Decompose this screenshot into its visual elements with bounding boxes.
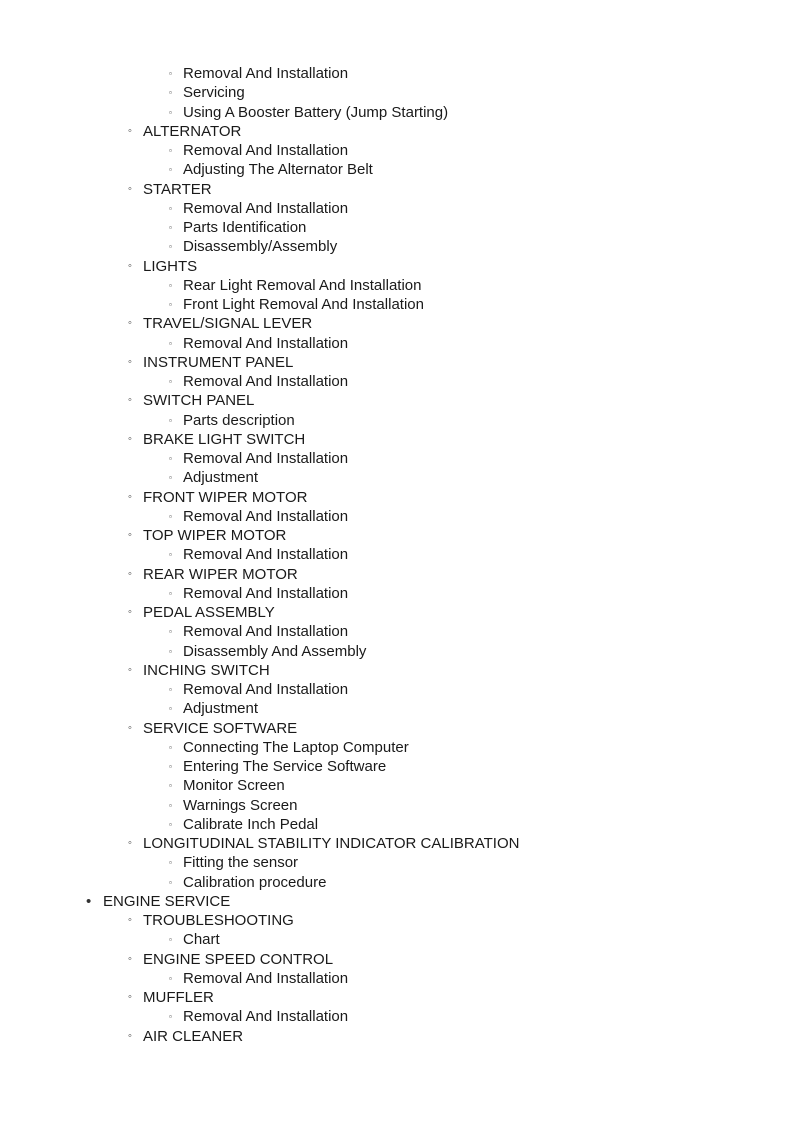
toc-topic-item <box>0 411 794 430</box>
list-bullet-icon: ◦ <box>128 317 132 330</box>
toc-topic-item <box>0 160 794 179</box>
toc-topic-item <box>0 449 794 468</box>
toc-topic-item <box>0 334 794 353</box>
toc-chapter-label: ALTERNATOR <box>143 122 242 140</box>
list-bullet-icon: ▫ <box>169 473 172 483</box>
toc-chapter-label: INCHING SWITCH <box>143 661 270 679</box>
list-bullet-icon: ▫ <box>169 415 172 425</box>
toc-topic-label: Rear Light Removal And Installation <box>183 276 422 294</box>
toc-topic-item <box>0 237 794 256</box>
list-bullet-icon: ▫ <box>169 742 172 752</box>
list-bullet-icon: ▫ <box>169 588 172 598</box>
list-bullet-icon: ▫ <box>169 550 172 560</box>
toc-topic-label: Calibrate Inch Pedal <box>183 815 319 833</box>
list-bullet-icon: ▫ <box>169 223 172 232</box>
list-bullet-icon: ▫ <box>169 203 172 213</box>
toc-chapter-item <box>0 430 794 449</box>
list-bullet-icon: ▫ <box>169 242 172 252</box>
toc-topic-label: Using A Booster Battery (Jump Starting) <box>183 103 449 121</box>
toc-topic-label: Adjusting The Alternator Belt <box>183 161 373 179</box>
toc-chapter-label: LIGHTS <box>143 257 198 275</box>
list-bullet-icon: ▫ <box>169 146 172 155</box>
toc-topic-item <box>0 103 794 122</box>
list-bullet-icon: ◦ <box>128 914 132 926</box>
list-bullet-icon: ▫ <box>169 165 172 175</box>
toc-topic-label: Removal And Installation <box>183 334 349 352</box>
toc-topic-item <box>0 776 794 795</box>
toc-topic-item <box>0 796 794 815</box>
toc-chapter-label: SWITCH PANEL <box>143 392 255 410</box>
toc-chapter-label: LONGITUDINAL STABILITY INDICATOR CALIBRATION <box>143 835 520 852</box>
toc-topic-label: Removal And Installation <box>183 373 349 390</box>
list-bullet-icon: ◦ <box>128 567 132 580</box>
toc-topic-label: Adjustment <box>183 469 259 487</box>
toc-chapter-label: TRAVEL/SIGNAL LEVER <box>143 315 313 333</box>
list-bullet-icon: ◦ <box>128 663 132 676</box>
toc-topic-label: Removal And Installation <box>183 969 349 987</box>
list-bullet-icon: ◦ <box>128 1029 132 1042</box>
toc-topic-label: Removal And Installation <box>183 623 349 641</box>
toc-topic-item <box>0 141 794 160</box>
toc-topic-label: Removal And Installation <box>183 546 349 564</box>
toc-topic-label: Connecting The Laptop Computer <box>183 738 409 756</box>
toc-topic-item <box>0 969 794 988</box>
toc-topic-label: Fitting the sensor <box>183 854 299 872</box>
toc-topic-label: Removal And Installation <box>183 681 349 698</box>
list-bullet-icon: ▫ <box>169 511 172 521</box>
list-bullet-icon: ◦ <box>128 952 132 965</box>
list-bullet-icon: ▫ <box>169 762 172 771</box>
toc-topic-item <box>0 815 794 834</box>
list-bullet-icon: ◦ <box>128 837 132 849</box>
toc-topic-label: Front Light Removal And Installation <box>183 296 424 313</box>
toc-topic-item <box>0 584 794 603</box>
toc-chapter-item <box>0 314 794 333</box>
toc-chapter-label: BRAKE LIGHT SWITCH <box>143 430 306 448</box>
list-bullet-icon: ▫ <box>169 685 172 694</box>
list-bullet-icon: ▫ <box>169 819 172 829</box>
toc-topic-label: Removal And Installation <box>183 199 349 217</box>
list-bullet-icon: ▫ <box>169 781 172 791</box>
toc-topic-item <box>0 83 794 102</box>
toc-chapter-item <box>0 661 794 680</box>
list-bullet-icon: ▫ <box>169 800 172 810</box>
toc-chapter-item <box>0 834 794 853</box>
list-bullet-icon: ▫ <box>169 704 172 714</box>
toc-topic-label: Warnings Screen <box>183 796 298 814</box>
list-bullet-icon: ▫ <box>169 973 172 983</box>
toc-topic-item <box>0 295 794 314</box>
toc-chapter-label: TOP WIPER MOTOR <box>143 527 287 544</box>
toc-topic-label: Servicing <box>183 84 245 102</box>
toc-topic-label: Adjustment <box>183 700 259 718</box>
toc-chapter-item <box>0 603 794 622</box>
list-bullet-icon: ◦ <box>128 721 132 734</box>
toc-topic-label: Monitor Screen <box>183 777 285 795</box>
toc-chapter-item <box>0 1027 794 1046</box>
toc-topic-item <box>0 930 794 949</box>
toc-topic-label: Removal And Installation <box>183 584 349 602</box>
toc-chapter-item <box>0 719 794 738</box>
toc-topic-label: Removal And Installation <box>183 1008 349 1026</box>
toc-topic-item <box>0 738 794 757</box>
list-bullet-icon: ◦ <box>128 394 132 407</box>
toc-chapter-item <box>0 950 794 969</box>
toc-chapter-label: ENGINE SPEED CONTROL <box>143 950 334 968</box>
toc-chapter-label: MUFFLER <box>143 989 214 1006</box>
toc-chapter-label: REAR WIPER MOTOR <box>143 565 298 583</box>
toc-topic-label: Removal And Installation <box>183 65 349 82</box>
toc-chapter-item <box>0 565 794 584</box>
toc-chapter-label: TROUBLESHOOTING <box>143 912 294 929</box>
toc-chapter-label: STARTER <box>143 180 212 198</box>
toc-topic-label: Removal And Installation <box>183 142 349 159</box>
toc-topic-item <box>0 276 794 295</box>
toc-topic-label: Removal And Installation <box>183 507 349 525</box>
toc-topic-label: Chart <box>183 931 220 949</box>
toc-topic-label: Calibration procedure <box>183 873 327 891</box>
toc-topic-item <box>0 545 794 564</box>
list-bullet-icon: ◦ <box>128 606 132 618</box>
toc-topic-label: Removal And Installation <box>183 450 349 467</box>
list-bullet-icon: ▫ <box>169 88 172 98</box>
toc-topic-item <box>0 699 794 718</box>
toc-chapter-item <box>0 353 794 372</box>
toc-topic-item <box>0 680 794 699</box>
list-bullet-icon: • <box>86 892 92 910</box>
toc-chapter-item <box>0 257 794 276</box>
list-bullet-icon: ▫ <box>169 107 172 117</box>
list-bullet-icon: ◦ <box>128 529 132 541</box>
toc-topic-item <box>0 199 794 218</box>
toc-topic-label: Parts Identification <box>183 219 307 236</box>
toc-chapter-label: PEDAL ASSEMBLY <box>143 604 275 621</box>
toc-chapter-item <box>0 988 794 1007</box>
list-bullet-icon: ▫ <box>169 69 172 78</box>
list-bullet-icon: ◦ <box>128 259 132 272</box>
list-bullet-icon: ▫ <box>169 935 172 945</box>
toc-chapter-item <box>0 391 794 410</box>
list-bullet-icon: ▫ <box>169 377 172 386</box>
toc-topic-item <box>0 507 794 526</box>
toc-topic-label: Parts description <box>183 411 295 429</box>
toc-chapter-item <box>0 911 794 930</box>
list-bullet-icon: ▫ <box>169 338 172 348</box>
list-bullet-icon: ▫ <box>169 280 172 290</box>
toc-topic-item <box>0 468 794 487</box>
toc-topic-item <box>0 1007 794 1026</box>
toc-topic-label: Disassembly And Assembly <box>183 642 367 660</box>
list-bullet-icon: ◦ <box>128 432 132 445</box>
list-bullet-icon: ▫ <box>169 300 172 309</box>
toc-topic-item <box>0 853 794 872</box>
list-bullet-icon: ◦ <box>128 490 132 503</box>
list-bullet-icon: ▫ <box>169 646 172 656</box>
toc-topic-item <box>0 757 794 776</box>
list-bullet-icon: ▫ <box>169 858 172 868</box>
toc-topic-item <box>0 64 794 83</box>
toc-topic-item <box>0 642 794 661</box>
toc-topic-item <box>0 873 794 892</box>
list-bullet-icon: ▫ <box>169 454 172 463</box>
list-bullet-icon: ◦ <box>128 355 132 368</box>
table-of-contents <box>0 64 794 1046</box>
list-bullet-icon: ◦ <box>128 182 132 195</box>
list-bullet-icon: ◦ <box>128 124 132 137</box>
toc-chapter-item <box>0 122 794 141</box>
toc-section-item <box>0 892 794 911</box>
toc-topic-label: Disassembly/Assembly <box>183 238 338 256</box>
toc-chapter-item <box>0 488 794 507</box>
list-bullet-icon: ▫ <box>169 1012 172 1022</box>
list-bullet-icon: ▫ <box>169 627 172 637</box>
toc-chapter-label: FRONT WIPER MOTOR <box>143 488 308 506</box>
toc-chapter-label: SERVICE SOFTWARE <box>143 719 298 737</box>
toc-chapter-item <box>0 180 794 199</box>
toc-chapter-label: AIR CLEANER <box>143 1027 244 1045</box>
toc-topic-item <box>0 218 794 237</box>
toc-topic-label: Entering The Service Software <box>183 758 387 775</box>
toc-chapter-item <box>0 526 794 545</box>
toc-chapter-label: INSTRUMENT PANEL <box>143 353 294 371</box>
list-bullet-icon: ▫ <box>169 877 172 887</box>
toc-topic-item <box>0 372 794 391</box>
toc-topic-item <box>0 622 794 641</box>
list-bullet-icon: ◦ <box>128 991 132 1003</box>
toc-section-label: ENGINE SERVICE <box>103 892 231 910</box>
